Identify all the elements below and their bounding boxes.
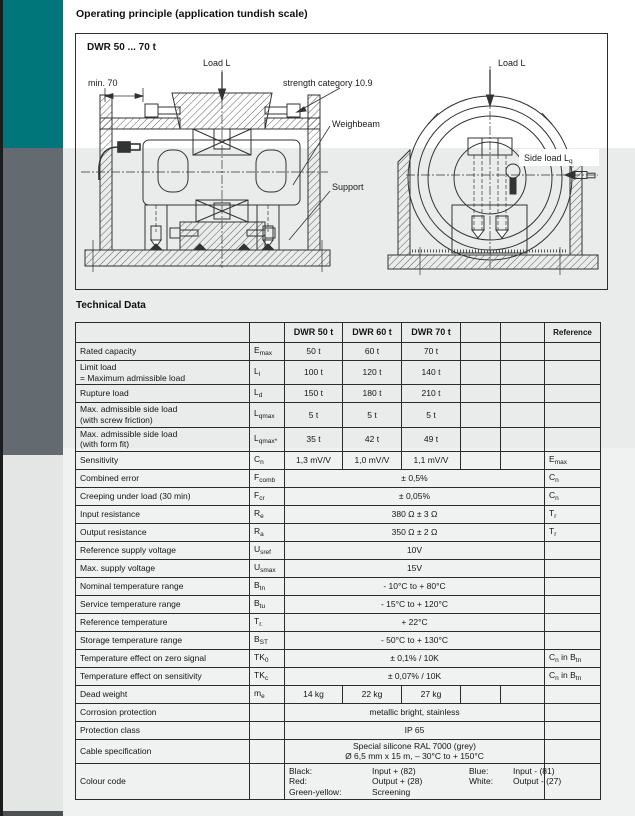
table-row: [76, 451, 601, 469]
value-cell: 180 t: [343, 385, 402, 403]
param-label: Storage temperature range: [76, 631, 250, 649]
table-row: [76, 703, 601, 721]
col-header-dwr-60-t: DWR 60 t: [343, 323, 402, 343]
empty-cell: [461, 403, 501, 427]
side-view-drawing: [388, 66, 598, 275]
table-row: [76, 649, 601, 667]
front-view-drawing: [81, 70, 340, 272]
table-row: [76, 385, 601, 403]
value-span-cell: Special silicone RAL 7000 (grey) Ø 6,5 mm x 15 m, – 30°C to + 150°C: [285, 739, 545, 763]
value-cell: 22 kg: [343, 685, 402, 703]
table-row: [76, 523, 601, 541]
side-load-label: [519, 149, 599, 166]
empty-cell: [501, 685, 545, 703]
load-l-label-right: Load L: [498, 58, 526, 68]
param-label: Output resistance: [76, 523, 250, 541]
param-label: Max. admissible side load (with screw friction): [76, 403, 250, 427]
diagram-title: DWR 50 ... 70 t: [87, 42, 156, 53]
param-label: Reference temperature: [76, 613, 250, 631]
operating-principle-diagram: [75, 33, 608, 290]
param-label: Limit load = Maximum admissible load: [76, 361, 250, 385]
param-label: Dead weight: [76, 685, 250, 703]
param-label: Corrosion protection: [76, 703, 250, 721]
sidebar-gray-block: [3, 148, 63, 455]
empty-cell: [501, 385, 545, 403]
empty-cell: [501, 427, 545, 451]
reference-cell: [545, 577, 601, 595]
reference-cell: $C_n$: [545, 469, 601, 487]
value-cell: 49 t: [402, 427, 461, 451]
reference-cell: [545, 403, 601, 427]
param-label: Temperature effect on zero signal: [76, 649, 250, 667]
value-cell: 150 t: [285, 385, 343, 403]
strength-category-label: strength category 10.9: [283, 78, 373, 88]
param-label: Rupture load: [76, 385, 250, 403]
reference-cell: [545, 685, 601, 703]
param-symbol: [250, 764, 285, 800]
sidebar-footer-block: [3, 811, 63, 816]
empty-cell: [461, 361, 501, 385]
value-cell: 14 kg: [285, 685, 343, 703]
empty-cell: [461, 343, 501, 361]
value-cell: 5 t: [285, 403, 343, 427]
table-row: [76, 631, 601, 649]
param-label: Nominal temperature range: [76, 577, 250, 595]
empty-cell: [461, 451, 501, 469]
reference-cell: $T_r$: [545, 523, 601, 541]
reference-cell: [545, 613, 601, 631]
value-span-cell: 350 Ω ± 2 Ω: [285, 523, 545, 541]
table-row: [76, 685, 601, 703]
param-symbol: $F_{cr}$: [250, 487, 285, 505]
reference-cell: [545, 595, 601, 613]
value-cell: 5 t: [402, 403, 461, 427]
value-span-cell: 10V: [285, 541, 545, 559]
tundish-scale-drawing: [76, 34, 607, 289]
param-symbol: $F_{comb}$: [250, 469, 285, 487]
value-span-cell: ± 0,5%: [285, 469, 545, 487]
support-label: Support: [332, 182, 364, 192]
table-row: [76, 541, 601, 559]
load-l-label-left: Load L: [203, 58, 231, 68]
reference-cell: $C_n$: [545, 487, 601, 505]
param-label: Rated capacity: [76, 343, 250, 361]
param-label: Input resistance: [76, 505, 250, 523]
empty-cell: [501, 403, 545, 427]
value-span-cell: 15V: [285, 559, 545, 577]
value-cell: 27 kg: [402, 685, 461, 703]
col-header-empty: [461, 323, 501, 343]
reference-cell: [545, 631, 601, 649]
table-row: [76, 577, 601, 595]
reference-cell: $C_n$ in $B_{tn}$: [545, 649, 601, 667]
value-span-cell: ± 0,05%: [285, 487, 545, 505]
value-cell: 140 t: [402, 361, 461, 385]
load-arrow-right: [487, 70, 494, 106]
table-row: [76, 505, 601, 523]
reference-cell: [545, 541, 601, 559]
value-cell: 1,1 mV/V: [402, 451, 461, 469]
param-label: Service temperature range: [76, 595, 250, 613]
param-symbol: $L_l$: [250, 361, 285, 385]
table-row: [76, 667, 601, 685]
param-symbol: $m_e$: [250, 685, 285, 703]
empty-cell: [461, 685, 501, 703]
reference-cell: [545, 385, 601, 403]
table-row: [76, 427, 601, 451]
param-symbol: [250, 703, 285, 721]
page-title: Operating principle (application tundish scale): [76, 8, 308, 20]
value-cell: 35 t: [285, 427, 343, 451]
empty-cell: [501, 343, 545, 361]
param-symbol: $B_{tu}$: [250, 595, 285, 613]
param-symbol: [250, 721, 285, 739]
col-header-empty: [250, 323, 285, 343]
table-row: [76, 595, 601, 613]
table-row: [76, 559, 601, 577]
empty-cell: [501, 451, 545, 469]
param-label: Reference supply voltage: [76, 541, 250, 559]
reference-cell: $C_n$ in $B_{tn}$: [545, 667, 601, 685]
value-span-cell: - 50°C to + 130°C: [285, 631, 545, 649]
param-symbol: $L_{qmax*}$: [250, 427, 285, 451]
col-header-empty: [76, 323, 250, 343]
value-span-cell: 380 Ω ± 3 Ω: [285, 505, 545, 523]
table-row: [76, 469, 601, 487]
reference-cell: [545, 559, 601, 577]
reference-cell: [545, 361, 601, 385]
param-symbol: $B_{tn}$: [250, 577, 285, 595]
empty-cell: [461, 427, 501, 451]
param-symbol: $U_{smax}$: [250, 559, 285, 577]
param-label: Max. admissible side load (with form fit): [76, 427, 250, 451]
value-span-cell: IP 65: [285, 721, 545, 739]
table-row: [76, 764, 601, 800]
reference-cell: $T_r$: [545, 505, 601, 523]
param-label: Temperature effect on sensitivity: [76, 667, 250, 685]
value-span-cell: - 10°C to + 80°C: [285, 577, 545, 595]
param-symbol: $L_d$: [250, 385, 285, 403]
value-span-cell: - 15°C to + 120°C: [285, 595, 545, 613]
param-label: Creeping under load (30 min): [76, 487, 250, 505]
table-row: [76, 361, 601, 385]
value-span-cell: + 22°C: [285, 613, 545, 631]
param-symbol: $L_{qmax}$: [250, 403, 285, 427]
table-row: [76, 721, 601, 739]
reference-cell: [545, 739, 601, 763]
value-cell: 1,0 mV/V: [343, 451, 402, 469]
param-label: Max. supply voltage: [76, 559, 250, 577]
empty-cell: [501, 361, 545, 385]
col-header-dwr-50-t: DWR 50 t: [285, 323, 343, 343]
table-row: [76, 343, 601, 361]
reference-cell: $E_{max}$: [545, 451, 601, 469]
technical-data-table: [75, 322, 601, 800]
col-header-dwr-70-t: DWR 70 t: [402, 323, 461, 343]
table-row: [76, 613, 601, 631]
value-cell: 50 t: [285, 343, 343, 361]
param-symbol: $B_{ST}$: [250, 631, 285, 649]
reference-cell: [545, 721, 601, 739]
sidebar-light-block: [3, 455, 63, 811]
value-cell: 5 t: [343, 403, 402, 427]
reference-cell: [545, 427, 601, 451]
technical-data-heading: Technical Data: [76, 300, 146, 311]
param-label: Colour code: [76, 764, 250, 800]
value-cell: 1,3 mV/V: [285, 451, 343, 469]
param-label: Protection class: [76, 721, 250, 739]
value-cell: 100 t: [285, 361, 343, 385]
min-70-label: min. 70: [88, 78, 118, 88]
col-header-reference: Reference: [545, 323, 601, 343]
svg-text:Side load Lq: Side load $L_q$: [524, 153, 573, 165]
sidebar-teal-block: [3, 0, 63, 148]
value-span-cell: ± 0,1% / 10K: [285, 649, 545, 667]
param-symbol: $R_a$: [250, 523, 285, 541]
table-row: [76, 403, 601, 427]
col-header-empty: [501, 323, 545, 343]
value-span-cell: ± 0,07% / 10K: [285, 667, 545, 685]
colour-code-cell: Black: Input + (82) Blue: Input - (81) Red: Output + (28) White: Output - (27) Green-yellow: Screening: [285, 764, 545, 800]
reference-cell: [545, 703, 601, 721]
param-symbol: $U_{sref}$: [250, 541, 285, 559]
empty-cell: [461, 385, 501, 403]
value-cell: 210 t: [402, 385, 461, 403]
param-symbol: $C_n$: [250, 451, 285, 469]
param-symbol: $R_e$: [250, 505, 285, 523]
param-symbol: $TK_0$: [250, 649, 285, 667]
param-label: Combined error: [76, 469, 250, 487]
weighbeam-label: Weighbeam: [332, 119, 380, 129]
param-label: Sensitivity: [76, 451, 250, 469]
value-cell: 42 t: [343, 427, 402, 451]
value-cell: 120 t: [343, 361, 402, 385]
table-row: [76, 739, 601, 763]
value-cell: 70 t: [402, 343, 461, 361]
reference-cell: [545, 343, 601, 361]
param-label: Cable specification: [76, 739, 250, 763]
value-cell: 60 t: [343, 343, 402, 361]
param-symbol: $E_{max}$: [250, 343, 285, 361]
value-span-cell: metallic bright, stainless: [285, 703, 545, 721]
table-row: [76, 487, 601, 505]
param-symbol: $T_{r.}$: [250, 613, 285, 631]
param-symbol: $TK_c$: [250, 667, 285, 685]
param-symbol: [250, 739, 285, 763]
